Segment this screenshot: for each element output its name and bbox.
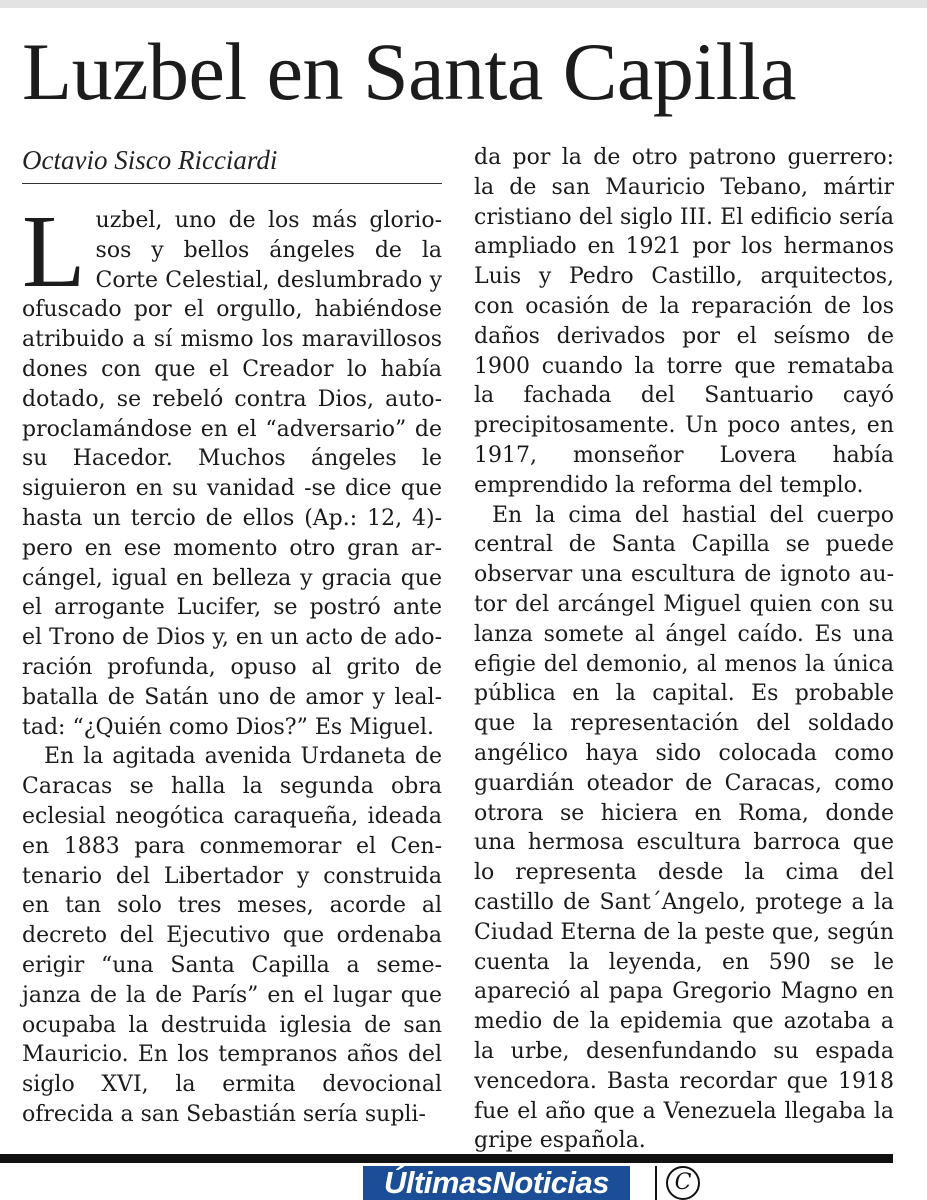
drop-cap: L [22,194,86,309]
top-gray-bar [0,0,927,8]
left-column [22,140,442,1130]
paragraph-2-continued-text: da por la de otro patrono guerrero: la de san Mauricio Tebano, mártir cristiano del siglo III. El edificio sería ampliado en 1921 por los hermanos Luis y Pedro Castillo, arquitectos, con ocasión de la reparación de los daños derivados por el seísmo de 1900 cuando la torre que remataba la fachada del Santuario cayó precipitosamente. Un poco antes, en 1917, monseñor Lovera había emprendido la reforma del templo. [474,145,894,498]
author-byline: Octavio Sisco Ricciardi [22,140,442,184]
paragraph-3-text: En la cima del hastial del cuerpo central de Santa Capilla se puede observar una escultura de ignoto autor del arcángel Miguel quien con su lanza somete al ángel caído. Es una efigie del demonio, al menos la única pública en la capital. Es probable que la representación del soldado angélico haya sido colocada como guardián oteador de Caracas, como otrora se hiciera en Roma, donde una hermosa escultura barroca que lo representa desde la cima del castillo de Sant´Angelo, protege a la Ciudad Eterna de la peste que, según cuenta la leyenda, en 590 se le apareció al papa Gregorio Magno en medio de la epidemia que azotaba a la urbe, desenfundando su espada vencedora. Basta recordar que 1918 fue el año que a Venezuela llegaba la gripe española. [474,502,894,1154]
paragraph-1 [22,194,442,742]
right-column [474,143,894,1156]
paragraph-2-text: En la agitada avenida Urdaneta de Caracas se halla la segunda obra eclesial neogótica caraqueña, ideada en 1883 para conmemorar el Centenario del Libertador y construida en tan solo tres meses, acorde al decreto del Ejecutivo que ordenaba erigir “una Santa Capilla a semejanza de la de París” en el lugar que ocupaba la destruida iglesia de san Mauricio. En los tempranos años del siglo XVI, la ermita devocional ofrecida a san Sebastián sería supli- [22,744,442,1127]
phone-c-icon: C [666,1166,700,1200]
footer-separator [655,1166,657,1200]
footer-rule [0,1154,893,1163]
ultimas-noticias-logo: ÚltimasNoticias [363,1166,630,1200]
paragraph-1-text: uzbel, uno de los más gloriosos y bellos ángeles de la Corte Celestial, deslumbrado y ofuscado por el orgullo, habiéndose atribuido a sí mismo los maravillosos dones con que el Creador lo había dotado, se rebeló contra Dios, autoproclamándose en el “adversario” de su Hacedor. Muchos ángeles le siguieron en su vanidad -se dice que hasta un tercio de ellos (Ap.: 12, 4)pero en ese momento otro gran arcángel, igual en belleza y gracia que el arrogante Lucifer, se postró ante el Trono de Dios y, en un acto de adoración profunda, opuso al grito de batalla de Satán uno de amor y lealtad: “¿Quién como Dios?” Es Miguel. [22,208,442,740]
paragraph-3 [474,501,894,1157]
article-title: Luzbel en Santa Capilla [22,26,797,117]
paragraph-2 [22,742,442,1129]
paragraph-2-continued [474,143,894,501]
